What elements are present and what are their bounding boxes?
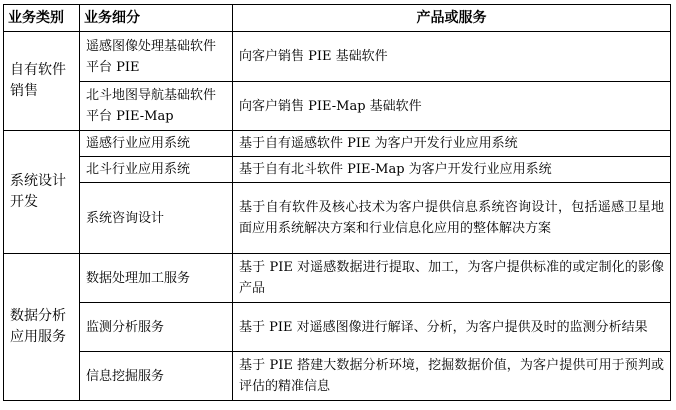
sub-cell: 北斗行业应用系统: [80, 157, 233, 183]
header-category: 业务类别: [4, 5, 80, 32]
sub-cell: 监测分析服务: [80, 303, 233, 352]
table-row: [4, 183, 671, 254]
desc-cell: 向客户销售 PIE 基础软件: [233, 32, 671, 82]
sub-cell: 遥感图像处理基础软件平台 PIE: [80, 32, 233, 82]
desc-cell: 基于自有遥感软件 PIE 为客户开发行业应用系统: [233, 131, 671, 157]
sub-cell: 系统咨询设计: [80, 183, 233, 254]
business-table: [3, 4, 671, 401]
header-product: 产品或服务: [233, 5, 671, 32]
table-row: [4, 352, 671, 401]
desc-cell: 基于自有软件及核心技术为客户提供信息系统咨询设计，包括遥感卫星地面应用系统解决方案和行业信息化应用的整体解决方案: [233, 183, 671, 254]
category-cell: 自有软件销售: [4, 32, 80, 131]
header-sub: 业务细分: [80, 5, 233, 32]
table-row: [4, 32, 671, 82]
category-cell: 数据分析应用服务: [4, 254, 80, 401]
sub-cell: 遥感行业应用系统: [80, 131, 233, 157]
table-row: [4, 254, 671, 303]
table-row: [4, 131, 671, 157]
table-row: [4, 82, 671, 131]
header-row: [4, 5, 671, 32]
desc-cell: 基于 PIE 搭建大数据分析环境，挖掘数据价值，为客户提供可用于预判或评估的精准信息: [233, 352, 671, 401]
table-row: [4, 157, 671, 183]
desc-cell: 基于 PIE 对遥感数据进行提取、加工，为客户提供标准的或定制化的影像产品: [233, 254, 671, 303]
desc-cell: 向客户销售 PIE-Map 基础软件: [233, 82, 671, 131]
sub-cell: 信息挖掘服务: [80, 352, 233, 401]
table-row: [4, 303, 671, 352]
desc-cell: 基于自有北斗软件 PIE-Map 为客户开发行业应用系统: [233, 157, 671, 183]
sub-cell: 北斗地图导航基础软件平台 PIE-Map: [80, 82, 233, 131]
category-cell: 系统设计开发: [4, 131, 80, 254]
desc-cell: 基于 PIE 对遥感图像进行解译、分析，为客户提供及时的监测分析结果: [233, 303, 671, 352]
sub-cell: 数据处理加工服务: [80, 254, 233, 303]
